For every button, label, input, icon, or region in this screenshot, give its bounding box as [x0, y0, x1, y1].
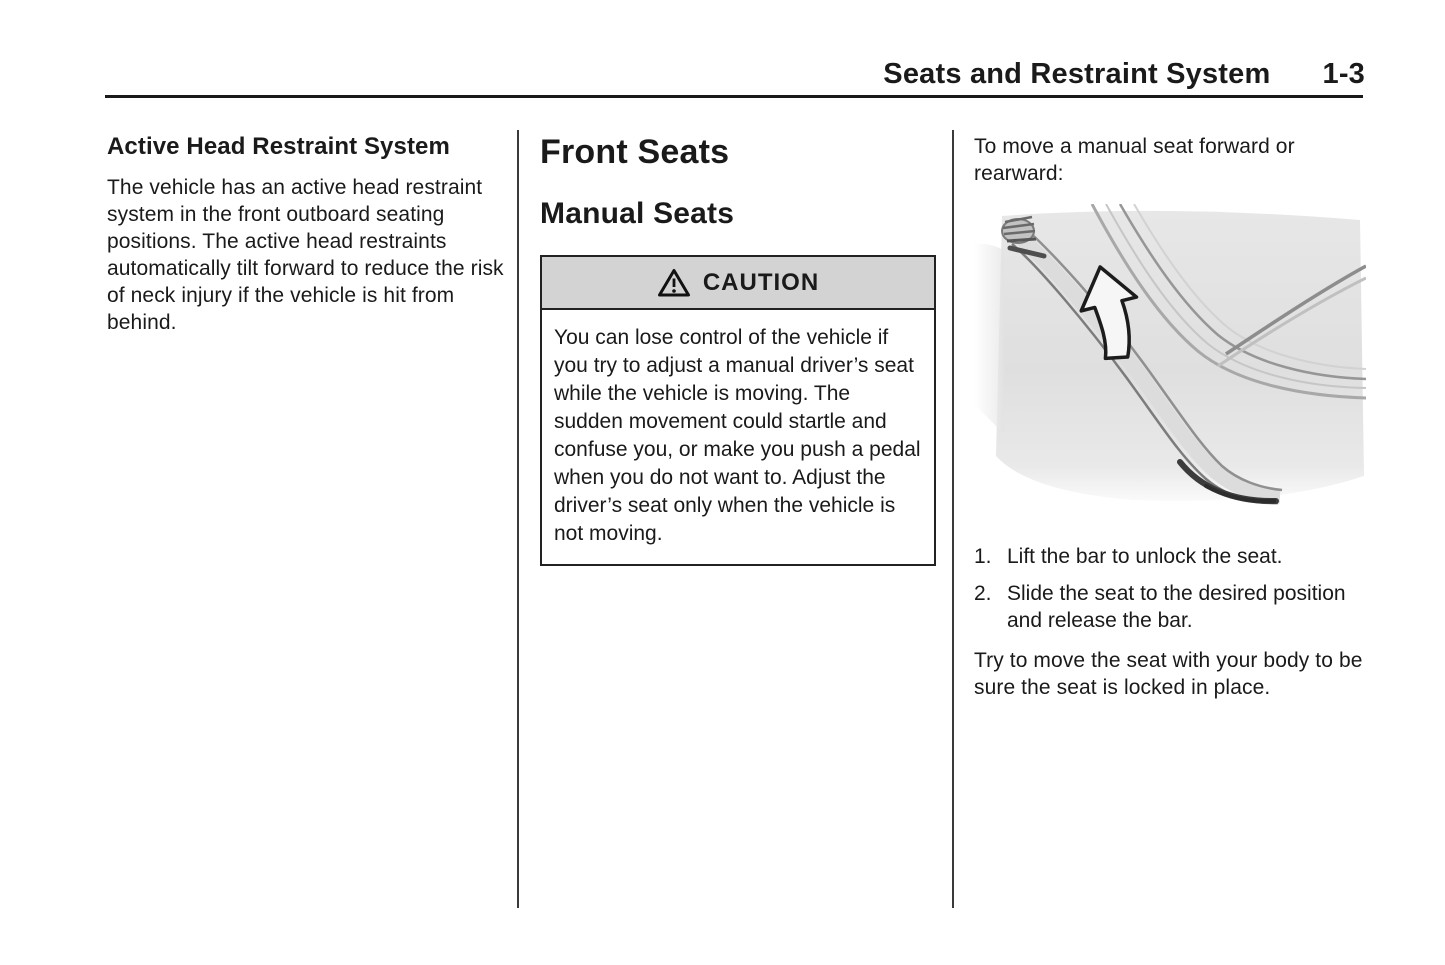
steps-list — [974, 543, 1366, 634]
section-heading-active-head-restraint: Active Head Restraint System — [107, 133, 450, 160]
move-seat-intro-paragraph: To move a manual seat forward or rearward: — [974, 135, 1295, 185]
page-number: 1-3 — [1322, 58, 1365, 90]
column-divider-left — [517, 130, 519, 908]
column-left — [107, 133, 505, 336]
step-item-2 — [974, 580, 1366, 634]
active-head-restraint-paragraph: The vehicle has an active head restraint system in the front outboard seating positions. The active head restraints automatically tilt forward to reduce the risk of neck injury if the vehicle is hit from behind. — [107, 176, 504, 334]
step-text: Slide the seat to the desired position and release the bar. — [1007, 582, 1346, 632]
step-item-1 — [974, 543, 1366, 570]
caution-body-text: You can lose control of the vehicle if you try to adjust a manual driver’s seat while the vehicle is moving. The sudden movement could startle and confuse you, or make you push a pedal when you do not want to. Adjust the driver’s seat only when the vehicle is not moving. — [554, 326, 921, 545]
caution-box-header — [542, 257, 934, 310]
column-middle — [540, 133, 936, 566]
seat-adjustment-bar-illustration — [974, 204, 1366, 510]
chapter-title: Seats and Restraint System — [883, 58, 1271, 90]
column-divider-right — [952, 130, 954, 908]
running-header — [883, 58, 1365, 91]
header-rule — [105, 95, 1363, 98]
caution-box — [540, 255, 936, 566]
caution-label: CAUTION — [702, 269, 820, 296]
section-heading-manual-seats: Manual Seats — [540, 197, 735, 230]
section-heading-front-seats: Front Seats — [540, 133, 730, 171]
step-number: 2. — [974, 582, 992, 605]
column-right — [974, 133, 1366, 701]
warning-triangle-icon — [657, 268, 691, 298]
verify-lock-paragraph: Try to move the seat with your body to be sure the seat is locked in place. — [974, 649, 1363, 699]
step-number: 1. — [974, 545, 992, 568]
step-text: Lift the bar to unlock the seat. — [1007, 545, 1283, 568]
